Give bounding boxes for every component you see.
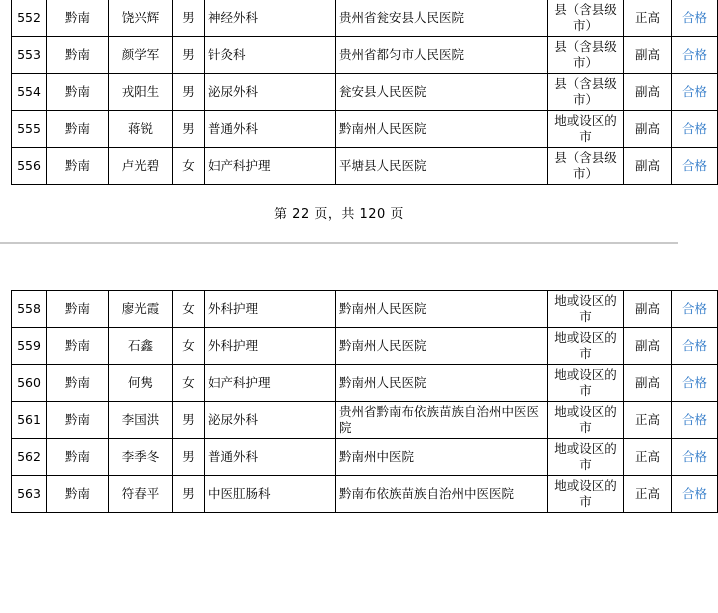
cell-level: 地或设区的市 bbox=[548, 365, 624, 402]
cell-result: 合格 bbox=[672, 0, 718, 37]
cell-region: 黔南 bbox=[47, 148, 109, 185]
cell-name: 李季冬 bbox=[109, 439, 173, 476]
cell-level: 地或设区的市 bbox=[548, 291, 624, 328]
page-top-margin bbox=[0, 244, 678, 290]
cell-specialty: 中医肛肠科 bbox=[205, 476, 336, 513]
table-row bbox=[12, 439, 718, 476]
cell-org: 瓮安县人民医院 bbox=[336, 74, 548, 111]
cell-name: 符春平 bbox=[109, 476, 173, 513]
qualification-table-page22 bbox=[11, 0, 718, 185]
cell-specialty: 普通外科 bbox=[205, 439, 336, 476]
cell-no: 561 bbox=[12, 402, 47, 439]
cell-sex: 男 bbox=[173, 37, 205, 74]
cell-name: 李国洪 bbox=[109, 402, 173, 439]
cell-title: 副高 bbox=[624, 328, 672, 365]
table-row bbox=[12, 0, 718, 37]
cell-region: 黔南 bbox=[47, 402, 109, 439]
cell-region: 黔南 bbox=[47, 0, 109, 37]
cell-title: 正高 bbox=[624, 0, 672, 37]
cell-result: 合格 bbox=[672, 291, 718, 328]
cell-sex: 女 bbox=[173, 328, 205, 365]
cell-no: 562 bbox=[12, 439, 47, 476]
cell-name: 蒋锐 bbox=[109, 111, 173, 148]
cell-sex: 男 bbox=[173, 402, 205, 439]
cell-org: 黔南州人民医院 bbox=[336, 328, 548, 365]
cell-no: 560 bbox=[12, 365, 47, 402]
cell-title: 正高 bbox=[624, 402, 672, 439]
cell-level: 地或设区的市 bbox=[548, 402, 624, 439]
cell-level: 县（含县级市） bbox=[548, 0, 624, 37]
cell-name: 何隽 bbox=[109, 365, 173, 402]
cell-org: 黔南州人民医院 bbox=[336, 291, 548, 328]
cell-name: 颜学军 bbox=[109, 37, 173, 74]
cell-result: 合格 bbox=[672, 74, 718, 111]
cell-level: 县（含县级市） bbox=[548, 37, 624, 74]
table-row bbox=[12, 74, 718, 111]
cell-name: 戎阳生 bbox=[109, 74, 173, 111]
table-row bbox=[12, 365, 718, 402]
cell-org: 贵州省瓮安县人民医院 bbox=[336, 0, 548, 37]
cell-no: 558 bbox=[12, 291, 47, 328]
cell-sex: 男 bbox=[173, 74, 205, 111]
table-row bbox=[12, 291, 718, 328]
cell-org: 黔南布依族苗族自治州中医医院 bbox=[336, 476, 548, 513]
cell-sex: 男 bbox=[173, 0, 205, 37]
cell-no: 552 bbox=[12, 0, 47, 37]
cell-no: 553 bbox=[12, 37, 47, 74]
cell-name: 廖光霞 bbox=[109, 291, 173, 328]
cell-name: 石鑫 bbox=[109, 328, 173, 365]
cell-name: 卢光碧 bbox=[109, 148, 173, 185]
cell-sex: 男 bbox=[173, 439, 205, 476]
table-body bbox=[12, 291, 718, 513]
cell-no: 559 bbox=[12, 328, 47, 365]
cell-region: 黔南 bbox=[47, 365, 109, 402]
cell-region: 黔南 bbox=[47, 111, 109, 148]
cell-result: 合格 bbox=[672, 365, 718, 402]
cell-specialty: 普通外科 bbox=[205, 111, 336, 148]
cell-title: 副高 bbox=[624, 365, 672, 402]
cell-region: 黔南 bbox=[47, 328, 109, 365]
table-row bbox=[12, 37, 718, 74]
cell-specialty: 妇产科护理 bbox=[205, 148, 336, 185]
cell-specialty: 泌尿外科 bbox=[205, 74, 336, 111]
page-gap bbox=[0, 228, 678, 242]
cell-result: 合格 bbox=[672, 148, 718, 185]
cell-org: 贵州省都匀市人民医院 bbox=[336, 37, 548, 74]
cell-region: 黔南 bbox=[47, 291, 109, 328]
qualification-table-page23 bbox=[11, 290, 718, 513]
cell-result: 合格 bbox=[672, 439, 718, 476]
cell-region: 黔南 bbox=[47, 74, 109, 111]
table-row bbox=[12, 476, 718, 513]
cell-no: 563 bbox=[12, 476, 47, 513]
cell-title: 正高 bbox=[624, 476, 672, 513]
table-row bbox=[12, 148, 718, 185]
cell-specialty: 妇产科护理 bbox=[205, 365, 336, 402]
cell-title: 副高 bbox=[624, 37, 672, 74]
cell-specialty: 外科护理 bbox=[205, 291, 336, 328]
cell-title: 副高 bbox=[624, 148, 672, 185]
cell-level: 地或设区的市 bbox=[548, 476, 624, 513]
cell-region: 黔南 bbox=[47, 439, 109, 476]
table-body bbox=[12, 0, 718, 185]
page-number-footer: 第 22 页，共 120 页 bbox=[274, 207, 404, 222]
cell-level: 县（含县级市） bbox=[548, 148, 624, 185]
cell-region: 黔南 bbox=[47, 476, 109, 513]
cell-sex: 男 bbox=[173, 111, 205, 148]
cell-level: 地或设区的市 bbox=[548, 111, 624, 148]
cell-org: 黔南州人民医院 bbox=[336, 365, 548, 402]
document-page-22 bbox=[0, 0, 707, 228]
cell-title: 副高 bbox=[624, 74, 672, 111]
cell-title: 副高 bbox=[624, 291, 672, 328]
cell-result: 合格 bbox=[672, 37, 718, 74]
document-page-23 bbox=[0, 290, 707, 513]
cell-no: 555 bbox=[12, 111, 47, 148]
cell-org: 黔南州人民医院 bbox=[336, 111, 548, 148]
cell-level: 县（含县级市） bbox=[548, 74, 624, 111]
cell-org: 贵州省黔南布依族苗族自治州中医医院 bbox=[336, 402, 548, 439]
cell-no: 554 bbox=[12, 74, 47, 111]
cell-specialty: 神经外科 bbox=[205, 0, 336, 37]
cell-specialty: 泌尿外科 bbox=[205, 402, 336, 439]
cell-specialty: 外科护理 bbox=[205, 328, 336, 365]
cell-level: 地或设区的市 bbox=[548, 328, 624, 365]
cell-region: 黔南 bbox=[47, 37, 109, 74]
cell-org: 平塘县人民医院 bbox=[336, 148, 548, 185]
cell-specialty: 针灸科 bbox=[205, 37, 336, 74]
cell-result: 合格 bbox=[672, 402, 718, 439]
table-row bbox=[12, 111, 718, 148]
cell-sex: 男 bbox=[173, 476, 205, 513]
cell-level: 地或设区的市 bbox=[548, 439, 624, 476]
cell-org: 黔南州中医院 bbox=[336, 439, 548, 476]
cell-title: 正高 bbox=[624, 439, 672, 476]
cell-sex: 女 bbox=[173, 148, 205, 185]
cell-name: 饶兴辉 bbox=[109, 0, 173, 37]
cell-result: 合格 bbox=[672, 111, 718, 148]
cell-title: 副高 bbox=[624, 111, 672, 148]
cell-no: 556 bbox=[12, 148, 47, 185]
cell-sex: 女 bbox=[173, 365, 205, 402]
cell-result: 合格 bbox=[672, 328, 718, 365]
cell-sex: 女 bbox=[173, 291, 205, 328]
cell-result: 合格 bbox=[672, 476, 718, 513]
table-row bbox=[12, 402, 718, 439]
table-row bbox=[12, 328, 718, 365]
